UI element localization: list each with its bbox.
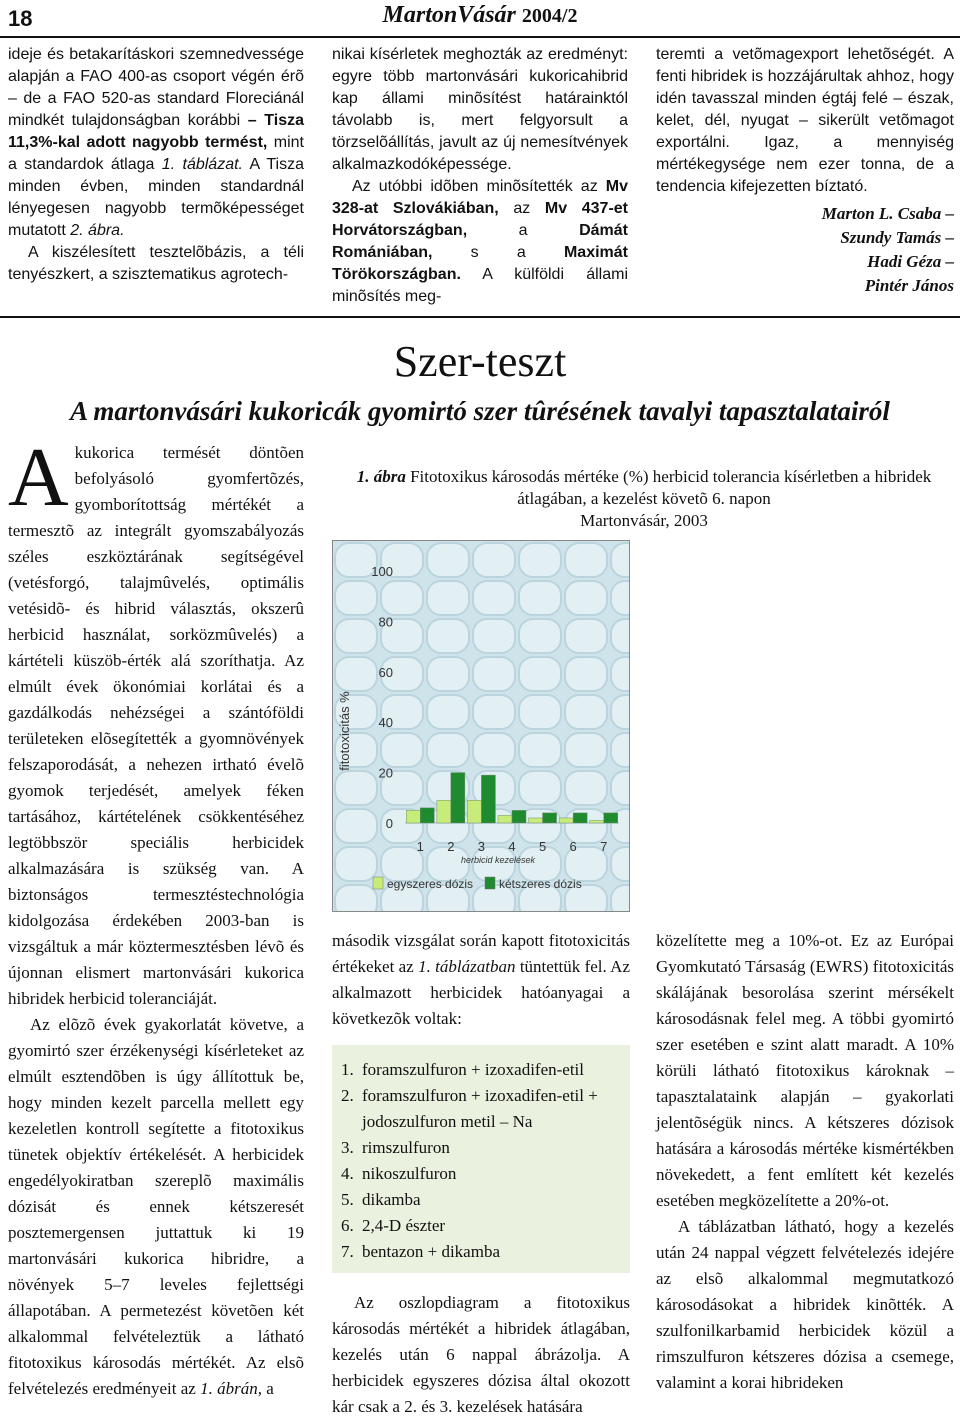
list-item: 5. dikamba <box>358 1187 630 1213</box>
bar-double-dose <box>451 773 465 823</box>
herbicide-list <box>332 1057 630 1265</box>
x-tick-label: 6 <box>569 839 577 854</box>
author: Marton L. Csaba – <box>821 204 954 223</box>
bar-single-dose <box>498 815 512 823</box>
journal-name: MartonVásár <box>382 2 516 28</box>
x-tick-label: 3 <box>477 839 486 854</box>
y-tick-label: 100 <box>371 564 393 579</box>
figure-caption-text: Fitotoxikus károsodás mértéke (%) herbicid tolerancia kísérletben a hibridek átlagában, a kezelést követõ 6. napon <box>410 467 932 508</box>
figure-place-year: Martonvásár, 2003 <box>580 511 708 530</box>
article-middle-column-after: Az oszlopdiagram a fitotoxikus károsodás mértékét a hibridek átlagában, kezelés után 6 nappal ábrázolja. A herbicidek egyszeres dózisa által okozott kár csak a 2. és 3. kezelések hatására <box>332 1293 630 1416</box>
x-tick-label: 4 <box>508 839 516 854</box>
author-list <box>656 202 954 298</box>
bar-double-dose <box>543 813 557 823</box>
figure-label: 1. ábra <box>356 467 406 486</box>
y-tick-label: 0 <box>385 816 393 831</box>
herbicide-list-box <box>332 1045 630 1273</box>
list-item: 2. foramszulfuron + izoxadifen-etil + jodoszulfuron metil – Na <box>358 1083 630 1135</box>
bar-single-dose <box>529 818 543 823</box>
bar-single-dose <box>467 800 481 823</box>
y-tick-label: 60 <box>378 664 393 680</box>
drop-cap: A <box>8 431 69 524</box>
x-tick-label: 1 <box>416 839 424 854</box>
list-item: 6. 2,4-D észter <box>358 1213 630 1239</box>
top-column-1: ideje és betakarításkori szemnedvessége alapján a FAO 400-as csoport végén érõ – de a FAO 520-as standard Floreciánál mindkét tulajdonságban korábbi – Tisza 11,3%-kal adott nagyobb termést, mint a standardok átlaga 1. táblázat. A Tisza minden évben, minden standardnál lényegesen nagyobb termõképességet mutatott 2. ábra. A kiszélesített tesztelõbázis, a téli tenyészkert, a szisztematikus agrotech- <box>8 46 304 283</box>
top-column-2: nikai kísérletek meghozták az eredményt: egyre több martonvásári kukoricahibrid kap állami minõsítést határainktól távolabb is, mert felgyorsult a törzselõállítás, javult az új nemesítvények alkalmazkodóképessége. Az utóbbi idõben minõsítették az Mv 328-at Szlovákiában, az Mv 437-et Horvátországban, a Dámát Romániában, s a Maximát Törökországban. A külföldi állami minõsítés meg- <box>332 46 628 305</box>
bar-double-dose <box>420 808 434 823</box>
list-item: 1. foramszulfuron + izoxadifen-etil <box>358 1057 630 1083</box>
y-tick-label: 20 <box>378 765 393 781</box>
author: Szundy Tamás – <box>840 228 954 247</box>
section-rule <box>0 316 960 318</box>
bar-double-dose <box>573 813 587 823</box>
author: Hadi Géza – <box>867 252 954 271</box>
bar-single-dose <box>559 818 573 823</box>
author: Pintér János <box>864 276 954 295</box>
journal-issue: 2004/2 <box>521 5 578 27</box>
x-tick-label: 5 <box>538 839 547 854</box>
bar-single-dose <box>590 820 604 823</box>
bar-single-dose <box>437 800 451 823</box>
list-item: 7. bentazon + dikamba <box>358 1239 630 1265</box>
article-middle-column: második vizsgálat során kapott fitotoxicitás értékeket az 1. táblázatban tüntettük fel. Az alkalmazott herbicidek hatóanyagai a következõk voltak: <box>332 931 630 1028</box>
page-number: 18 <box>8 6 33 31</box>
x-axis-label: herbicid kezelések <box>460 855 536 865</box>
y-tick-label: 40 <box>378 715 393 731</box>
legend-swatch-single <box>373 877 383 889</box>
list-item: 3. rimszulfuron <box>358 1135 630 1161</box>
journal-header <box>0 2 960 29</box>
article-subtitle: A martonvásári kukoricák gyomirtó szer tûrésének tavalyi tapasztalatairól <box>70 396 890 426</box>
x-tick-label: 7 <box>600 839 608 854</box>
article-title: Szer-teszt <box>393 337 567 386</box>
figure-caption <box>332 466 956 532</box>
legend-label-double: kétszeres dózis <box>499 877 582 891</box>
bar-double-dose <box>481 775 495 823</box>
y-axis-label: fitotoxicitás % <box>337 691 352 771</box>
header-rule <box>0 36 960 38</box>
top-column-3: teremti a vetõmagexport lehetõségét. A fenti hibridek is hozzájárultak ahhoz, hogy idén tavasszal minden égtáj felé – észak, kelet, dél, nyugat – sikerült vetõmagot exportálni. Igaz, a mennyiség mértékegysége nem ezer tonna, de a tendencia kifejezetten bíztató. Marton L. Csaba – Szundy Tamás – Hadi Géza – Pintér János <box>656 44 954 298</box>
legend-swatch-double <box>485 877 495 889</box>
bar-double-dose <box>512 810 526 823</box>
list-item: 4. nikoszulfuron <box>358 1161 630 1187</box>
chart-svg <box>333 541 629 911</box>
article-left-column: Akukorica termését döntõen befolyásoló gyomfertõzés, gyomborítottság mértékét a termesztõ az integrált gyomszabályozás széles eszköztárának segítségével (vetésforgó, talajmûvelés, optimális vetésidõ- és hibrid választás, okszerû herbicid használat, sorközmûvelés) a kártételi küszöb-érték alá szoríthatja. Az elmúlt évek ökonómiai korlátai és a gazdálkodás nehézségei a szántóföldi területeken elõsegítették a gyomnövények felszaporodását, a nehezen irtható évelõ gyomok terjedését, amelyek féken tartásához, kártételének csökkentéséhez legtöbbször speciális herbicidek alkalmazására is szükség van. A biztonságos termesztéstechnológia kidolgozása érdekében 2003-ban is vizsgáltuk a már köztermesztésben lévõ és újonnan elismert martonvásári kukorica hibridek herbicid toleranciáját. Az elõzõ évek gyakorlatát követve, a gyomirtó szer érzékenységi kísérleteket az elmúlt esztendõben is úgy állítottuk be, hogy minden kezelt parcella mellett egy kezeletlen kontroll segítette a fitotoxikus tünetek objektív értékelését. A herbicidek engedélyokiratban szereplõ maximális dózisát és ennek kétszeresét posztemergensen juttattuk ki 19 martonvásári kukorica hibridre, a növények 5–7 leveles fejlettségi állapotában. A permetezést követõen két alkalommal felvételeztük a látható fitotoxikus károsodás mértékét. Az elsõ felvételezés eredményeit az 1. ábrán, a <box>8 431 304 1398</box>
legend-label-single: egyszeres dózis <box>387 877 474 891</box>
bar-double-dose <box>604 813 618 823</box>
y-tick-label: 80 <box>378 614 393 630</box>
bar-chart <box>332 540 630 912</box>
x-tick-label: 2 <box>447 839 455 854</box>
bar-single-dose <box>406 810 420 823</box>
article-right-column: közelítette meg a 10%-ot. Ez az Európai Gyomkutató Társaság (EWRS) fitotoxicitás skálájának besorolása szerint mérsékelt károsodásnak felel meg. A többi gyomirtó szer esetében e szint alatt maradt. A 10% körüli látható fitotoxikus károknak – tapasztalataink alapján – gyakorlati jelentõségük nincs. A kétszeres dózisok hatására a károsodás mértéke kismértékben növekedett, a fent említett két kezelés esetében megközelítette a 20%-ot. A táblázatban látható, hogy a kezelés után 24 nappal végzett felvételezés idejére az elsõ alkalommal megmutatkozó károsodásokat a hibridek kinõtték. A szulfonilkarbamid herbicidek közül a rimszulfuron kétszeres dózisa a csemege, valamint a korai hibrideken <box>656 931 954 1392</box>
